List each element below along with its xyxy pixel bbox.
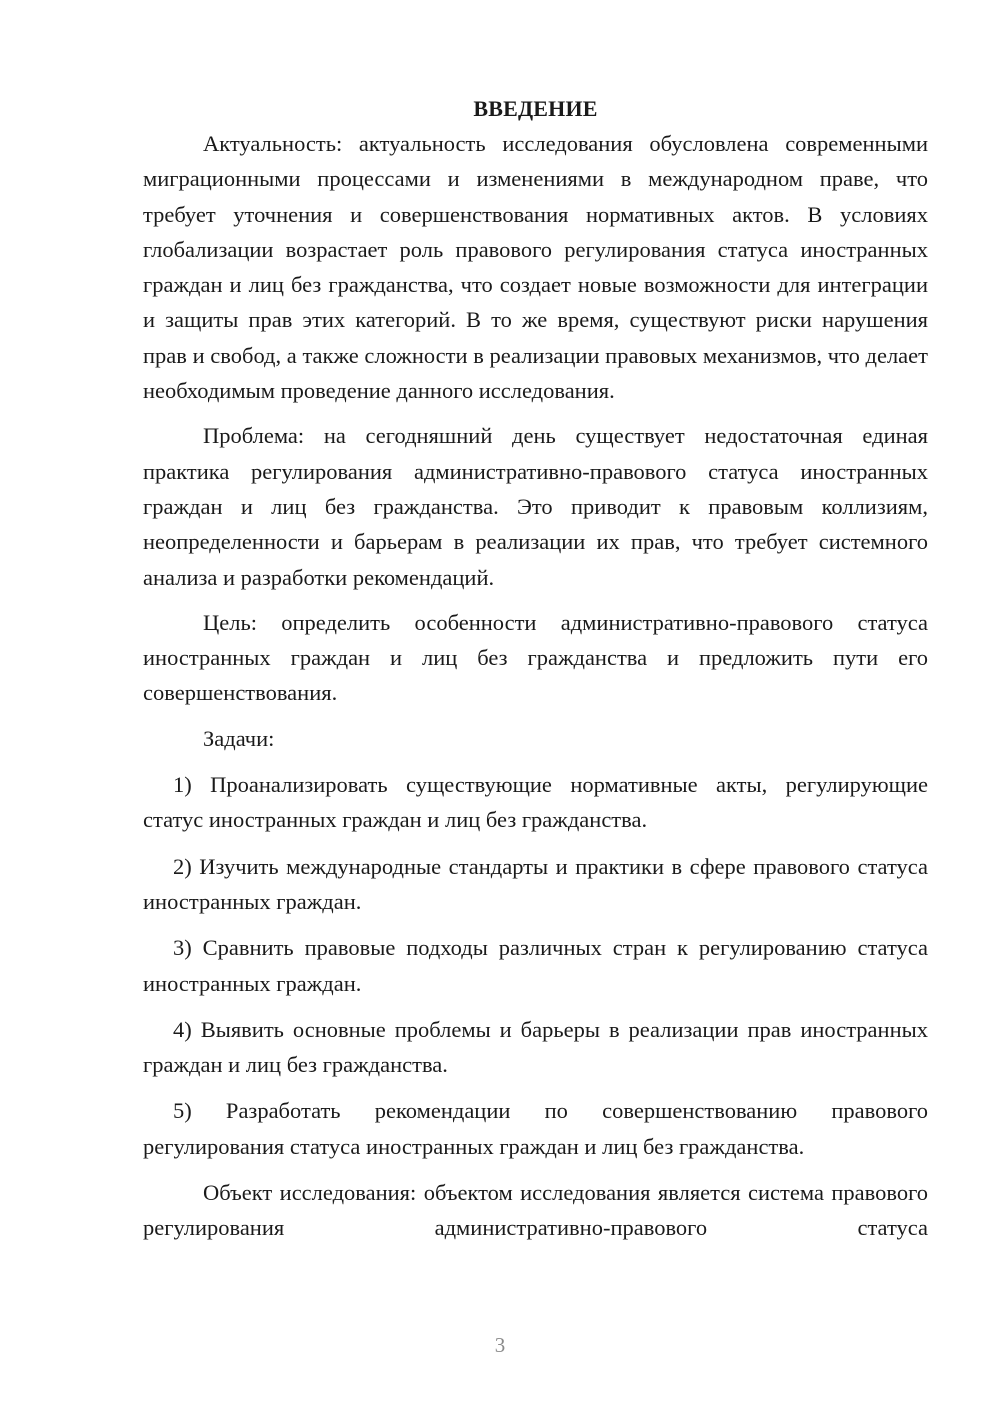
tasks-list bbox=[143, 767, 928, 1164]
goal-paragraph: Цель: определить особенности административно-правового статуса иностранных граждан и лиц без гражданства и предложить пути его совершенствования. bbox=[143, 609, 928, 706]
task-item: 4) Выявить основные проблемы и барьеры в реализации прав иностранных граждан и лиц без гражданства. bbox=[143, 1016, 928, 1078]
section-heading: ВВЕДЕНИЕ bbox=[473, 96, 598, 121]
document-page bbox=[143, 92, 928, 1246]
tasks-label: Задачи: bbox=[203, 725, 275, 751]
task-item: 3) Сравнить правовые подходы различных стран к регулированию статуса иностранных граждан. bbox=[143, 935, 928, 996]
object-paragraph: Объект исследования: объектом исследования является система правового регулирования административно-правового статуса bbox=[143, 1180, 928, 1241]
problem-paragraph: Проблема: на сегодняшний день существует недостаточная единая практика регулирования административно-правового статуса иностранных граждан и лиц без гражданства. Это приводит к правовым коллизиям, неопределенности и барьерам в реализации их прав, что требует системного анализа и разработки рекомендаций. bbox=[143, 423, 928, 590]
page-number: 3 bbox=[494, 1333, 506, 1357]
task-item: 1) Проанализировать существующие нормативные акты, регулирующие статус иностранных граждан и лиц без гражданства. bbox=[143, 772, 928, 833]
relevance-paragraph: Актуальность: актуальность исследования обусловлена современными миграционными процессами и изменениями в международном праве, что требует уточнения и совершенствования нормативных актов. В условиях глобализации возрастает роль правового регулирования статуса иностранных граждан и лиц без гражданства, что создает новые возможности для интеграции и защиты прав этих категорий. В то же время, существуют риски нарушения прав и свобод, а также сложности в реализации правовых механизмов, что делает необходимым проведение данного исследования. bbox=[143, 131, 928, 404]
task-item: 2) Изучить международные стандарты и практики в сфере правового статуса иностранных граждан. bbox=[143, 853, 928, 914]
task-item: 5) Разработать рекомендации по совершенствованию правового регулирования статуса иностранных граждан и лиц без гражданства. bbox=[143, 1098, 928, 1159]
